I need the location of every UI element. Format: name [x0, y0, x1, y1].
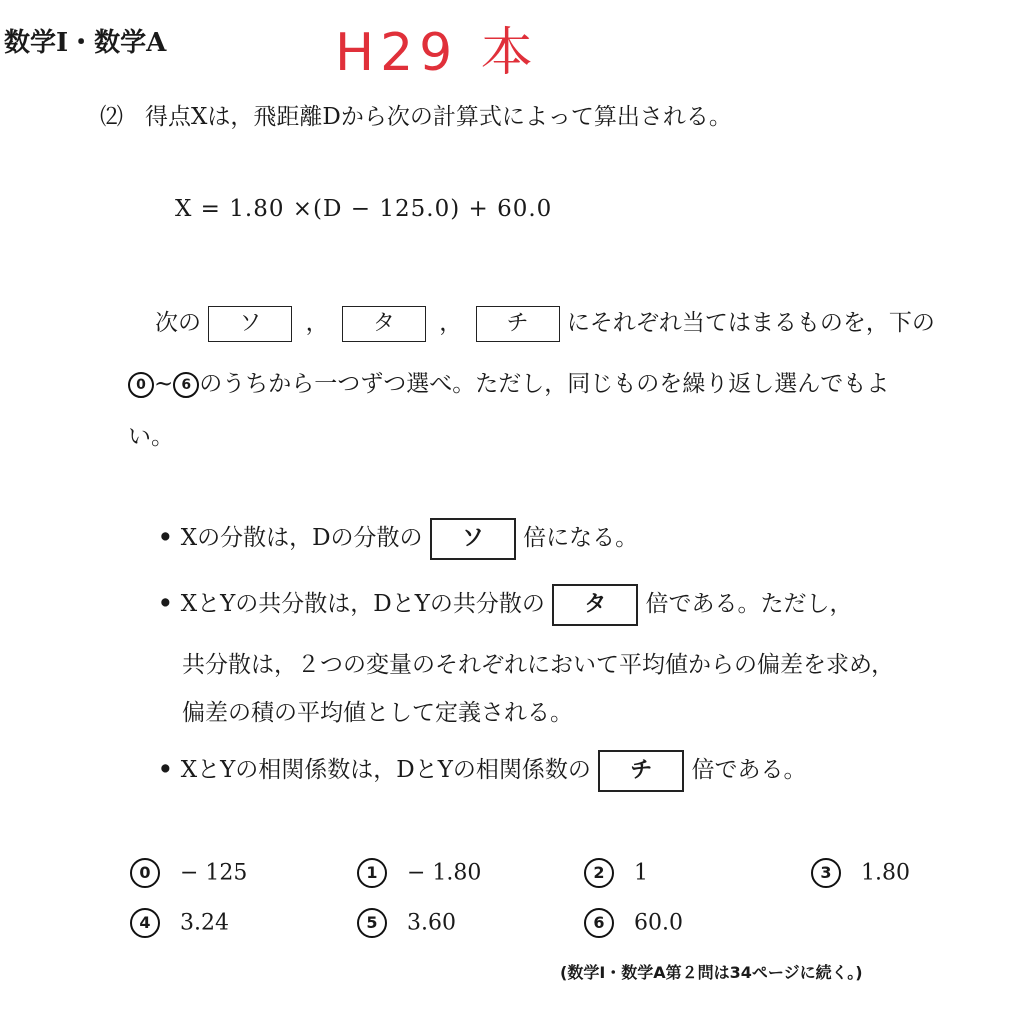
- bullet-1-pre: Xの分散は，Dの分散の: [180, 525, 423, 551]
- choice-value-4: 3.24: [180, 910, 229, 936]
- choice-0: [130, 858, 247, 888]
- bullet-3-pre: XとYの相関係数は，DとYの相関係数の: [180, 757, 591, 783]
- instruction-post: にそれぞれ当てはまるものを，下の: [566, 310, 935, 336]
- instruction-line-2: [128, 365, 889, 398]
- choice-value-1: − 1.80: [407, 860, 482, 886]
- choice-value-2: 1: [634, 860, 648, 886]
- bullet-variance: • Xの分散は，Dの分散の ソ 倍になる。: [158, 518, 638, 560]
- instruction-line-3: い。: [128, 424, 174, 450]
- choice-3: [811, 858, 910, 888]
- question-intro: 得点Xは，飛距離Dから次の計算式によって算出される。: [145, 104, 732, 130]
- choice-value-6: 60.0: [634, 910, 683, 936]
- instruction-line2-text: のうちから一つずつ選べ。ただし，同じものを繰り返し選んでもよ: [199, 371, 890, 397]
- question-number: ⑵: [100, 104, 123, 130]
- choice-2: [584, 858, 648, 888]
- answer-box-so-bullet: ソ: [430, 518, 516, 560]
- bullet-2-post: 倍である。ただし，: [645, 591, 853, 617]
- choice-6: [584, 908, 683, 938]
- choice-4: [130, 908, 229, 938]
- choice-value-3: 1.80: [861, 860, 910, 886]
- answer-box-so: ソ: [208, 306, 292, 342]
- page-title: 数学Ⅰ・数学A: [4, 28, 167, 58]
- choice-5: [357, 908, 456, 938]
- choice-mark-3: 3: [811, 858, 841, 888]
- score-formula: X = 1.80 ×(D − 125.0) + 60.0: [175, 196, 553, 222]
- choice-mark-5: 5: [357, 908, 387, 938]
- choice-mark-1: 1: [357, 858, 387, 888]
- page-footer-note: (数学Ⅰ・数学A第２問は34ページに続く。): [560, 963, 863, 982]
- bullet-1-post: 倍になる。: [523, 525, 639, 551]
- covariance-definition-2: 偏差の積の平均値として定義される。: [182, 700, 573, 726]
- answer-box-ta: タ: [342, 306, 426, 342]
- choice-mark-2: 2: [584, 858, 614, 888]
- tilde: ~: [154, 371, 174, 397]
- comma: ，: [439, 310, 463, 336]
- choice-value-0: − 125: [180, 860, 248, 886]
- answer-box-ta-bullet: タ: [552, 584, 638, 626]
- choice-1: [357, 858, 481, 888]
- choice-mark-6: 6: [584, 908, 614, 938]
- comma: ，: [305, 310, 329, 336]
- instruction-line-1: [155, 304, 935, 342]
- answer-box-chi-bullet: チ: [598, 750, 684, 792]
- bullet-covariance: • XとYの共分散は，DとYの共分散の タ 倍である。ただし，: [158, 584, 853, 626]
- instruction-pre: 次の: [155, 310, 201, 336]
- bullet-3-post: 倍である。: [691, 757, 807, 783]
- answer-box-chi: チ: [476, 306, 560, 342]
- choice-mark-0: 0: [130, 858, 160, 888]
- choice-mark-4: 4: [130, 908, 160, 938]
- bullet-correlation: • XとYの相関係数は，DとYの相関係数の チ 倍である。: [158, 750, 807, 792]
- covariance-definition-1: 共分散は，２つの変量のそれぞれにおいて平均値からの偏差を求め，: [182, 652, 895, 678]
- choice-value-5: 3.60: [407, 910, 456, 936]
- handwritten-note: H29 本: [335, 23, 539, 83]
- question-intro-line: [100, 98, 732, 131]
- bullet-2-pre: XとYの共分散は，DとYの共分散の: [180, 591, 545, 617]
- choice-mark-6-inline: 6: [173, 372, 199, 398]
- choice-mark-0-inline: 0: [128, 372, 154, 398]
